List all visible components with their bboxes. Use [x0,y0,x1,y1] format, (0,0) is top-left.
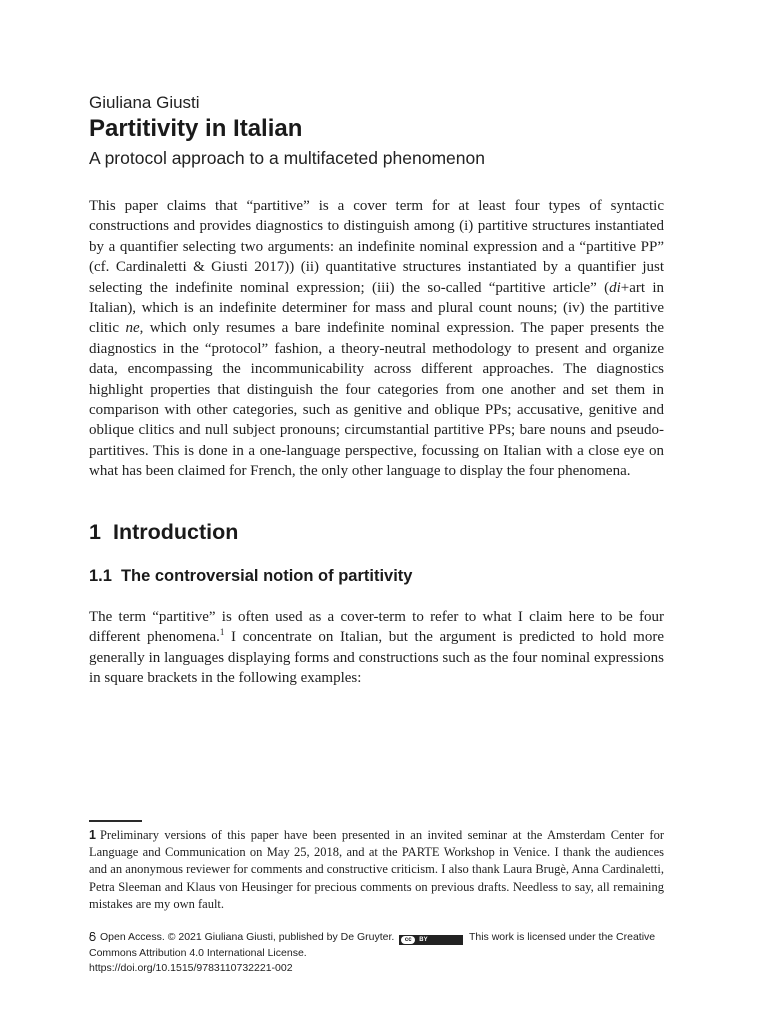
body-paragraph [89,607,664,689]
doi-link[interactable]: https://doi.org/10.1515/9783110732221-002 [89,962,293,974]
abstract-text-2: +art in Italian), which is an indefinite determiner for mass and plural count nouns; (iv) the partitive clitic [89,279,664,337]
abstract-italic-ne: ne [125,320,140,337]
footnote-text: Preliminary versions of this paper have been presented in an invited seminar at the Amsterdam Center for Language and Communication on May 25, 2018, and at the PARTE Workshop in Venice. I thank the audiences and an anonymous reviewer for comments and constructive criticism. I also thank Laura Brugè, Anna Cardinaletti, Petra Sleeman and Klaus von Heusinger for precious comments on previous drafts. Needless to say, all remaining mistakes are my own fault. [89,828,664,911]
footnote-reference[interactable]: 1 [219,627,225,638]
abstract-text-1: This paper claims that “partitive” is a cover term for at least four types of syntactic constructions and provides diagnostics to distinguish among (i) partitive structures instantiated by a quantifier selecting two arguments: an indefinite nominal expression and a “partitive PP” (cf. Cardinaletti & Giusti 2017)) (ii) quantitative structures instantiated by a quantifier just selecting the indefinite nominal expression; (iii) the so-called “partitive article” ( [89,198,664,296]
subsection-heading [89,565,664,587]
footnote-number: 1 [89,828,96,842]
by-label: BY [419,937,428,943]
paper-title: Partitivity in Italian [89,115,303,142]
license-text: This work is licensed under the Creative Commons Attribution 4.0 International License. [89,931,656,959]
abstract-text-3: , which only resumes a bare indefinite nominal expression. The paper presents the diagnostics in the “protocol” fashion, a theory-neutral methodology to present and organize data, encompassing the incommunicability across different approaches. The diagnostics highlight properties that distinguish the four categories from one another and set them in comparison with other categories, such as genitive and oblique PPs; accusative, genitive and oblique clitics and null subject pronouns; circumstantial partitive PPs; bare nouns and pseudo-partitives. This is done in a one-language perspective, focussing on Italian with a close eye on what has been claimed for French, the only other language to display the four phenomena. [89,320,664,480]
footnote [89,827,664,913]
cc-label: cc [401,936,415,944]
body-text-2: I concentrate on Italian, but the argument is predicted to hold more generally in languages displaying forms and constructions such as the four nominal expressions in square brackets in the following examples: [89,629,664,686]
author-name: Giuliana Giusti [89,93,200,112]
body-text-1: The term “partitive” is often used as a cover-term to refer to what I claim here to be four different phenomena. [89,608,664,646]
section-heading [89,518,664,546]
cc-by-badge-icon[interactable] [399,935,463,945]
section-title: Introduction [112,519,239,544]
section-number: 1 [89,519,101,544]
footnote-divider [89,820,142,822]
open-access-lock-icon [89,932,96,941]
subsection-number: 1.1 [89,566,112,585]
page-content [89,92,664,688]
subsection-title: The controversial notion of partitivity [120,566,413,585]
abstract [89,196,664,482]
paper-subtitle: A protocol approach to a multifaceted phenomenon [89,148,485,168]
open-access-text: Open Access. © 2021 Giuliana Giusti, published by De Gruyter. [100,931,395,943]
license-block [89,930,664,977]
abstract-italic-di: di [609,279,621,296]
